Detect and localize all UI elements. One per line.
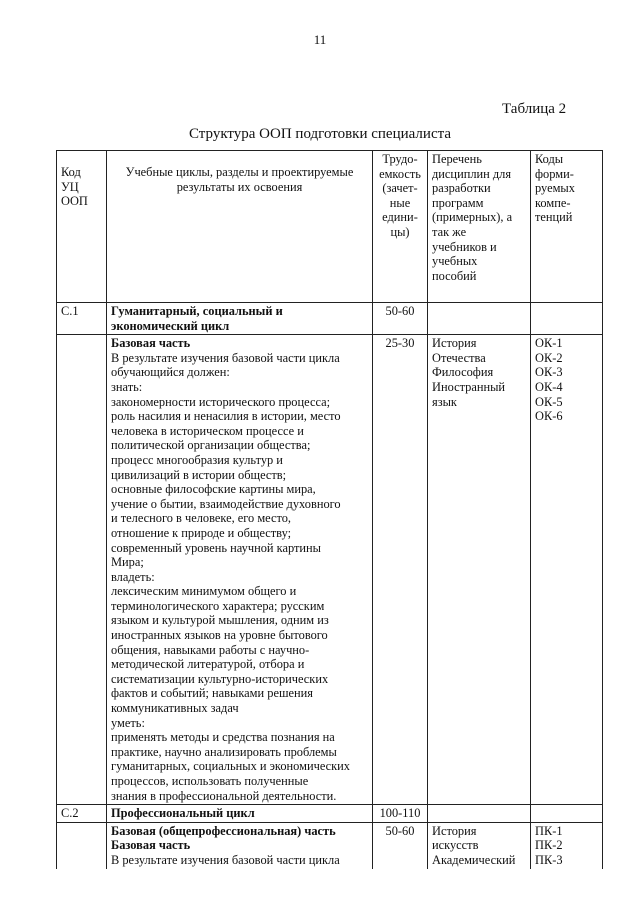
header-labor: Трудо- емкость (зачет- ные едини- цы) (373, 151, 428, 303)
row-c1-base-labor: 25-30 (373, 335, 428, 805)
header-disciplines: Перечень дисциплин для разработки программ (примерных), а так же учебников и учебных пособий (428, 151, 531, 303)
row-c2-base-disciplines: История искусств Академический (428, 822, 531, 868)
row-c2-base-content: Базовая (общепрофессиональная) часть Базовая часть В результате изучения базовой части цикла (107, 822, 373, 868)
row-c1-disciplines (428, 303, 531, 335)
header-competences: Коды форми- руемых компе- тенций (531, 151, 603, 303)
row-c2 (57, 805, 603, 823)
row-c1-labor: 50-60 (373, 303, 428, 335)
row-c2-labor: 100-110 (373, 805, 428, 823)
row-c1-code: С.1 (57, 303, 107, 335)
row-c1 (57, 303, 603, 335)
row-c1-base-competences: ОК-1 ОК-2 ОК-3 ОК-4 ОК-5 ОК-6 (531, 335, 603, 805)
row-c1-title: Гуманитарный, социальный и экономический цикл (107, 303, 373, 335)
structure-table (56, 150, 603, 869)
row-c1-base-content: Базовая часть В результате изучения базовой части цикла обучающийся должен: знать: закономерности исторического процесса; роль насилия и ненасилия в истории, место человека в историческом процессе и политической организации общества; процесс многообразия культур и цивилизаций в истории обществ; основные философские картины мира, учение о бытии, взаимодействие духовного и телесного в человеке, его место, отношение к природе и обществу; современный уровень научной картины Мира; владеть: лексическим минимумом общего и терминологического характера; русским языком и культурой мышления, одним из иностранных языков на уровне бытового общения, навыками работы с научно- методической литературой, отбора и систематизации культурно-исторических фактов и событий; навыками решения коммуникативных задач уметь: применять методы и средства познания на практике, научно анализировать проблемы гуманитарных, социальных и экономических процессов, использовать полученные знания в профессиональной деятельности. (107, 335, 373, 805)
row-c1-competences (531, 303, 603, 335)
table-label: Таблица 2 (502, 101, 567, 117)
row-c1-base (57, 335, 603, 805)
row-c2-base (57, 822, 603, 868)
row-c1-base-disciplines: История Отечества Философия Иностранный язык (428, 335, 531, 805)
row-c2-title: Профессиональный цикл (107, 805, 373, 823)
row-c2-base-labor: 50-60 (373, 822, 428, 868)
row-c2-competences (531, 805, 603, 823)
row-c1-base-code (57, 335, 107, 805)
table-title: Структура ООП подготовки специалиста (188, 126, 452, 142)
table-header-row (57, 151, 603, 303)
row-c2-base-code (57, 822, 107, 868)
row-c2-base-competences: ПК-1 ПК-2 ПК-3 (531, 822, 603, 868)
page-number: 11 (313, 32, 327, 47)
header-code: Код УЦ ООП (57, 151, 107, 303)
row-c2-disciplines (428, 805, 531, 823)
header-cycles: Учебные циклы, разделы и проектируемые результаты их освоения (107, 151, 373, 303)
row-c2-code: С.2 (57, 805, 107, 823)
